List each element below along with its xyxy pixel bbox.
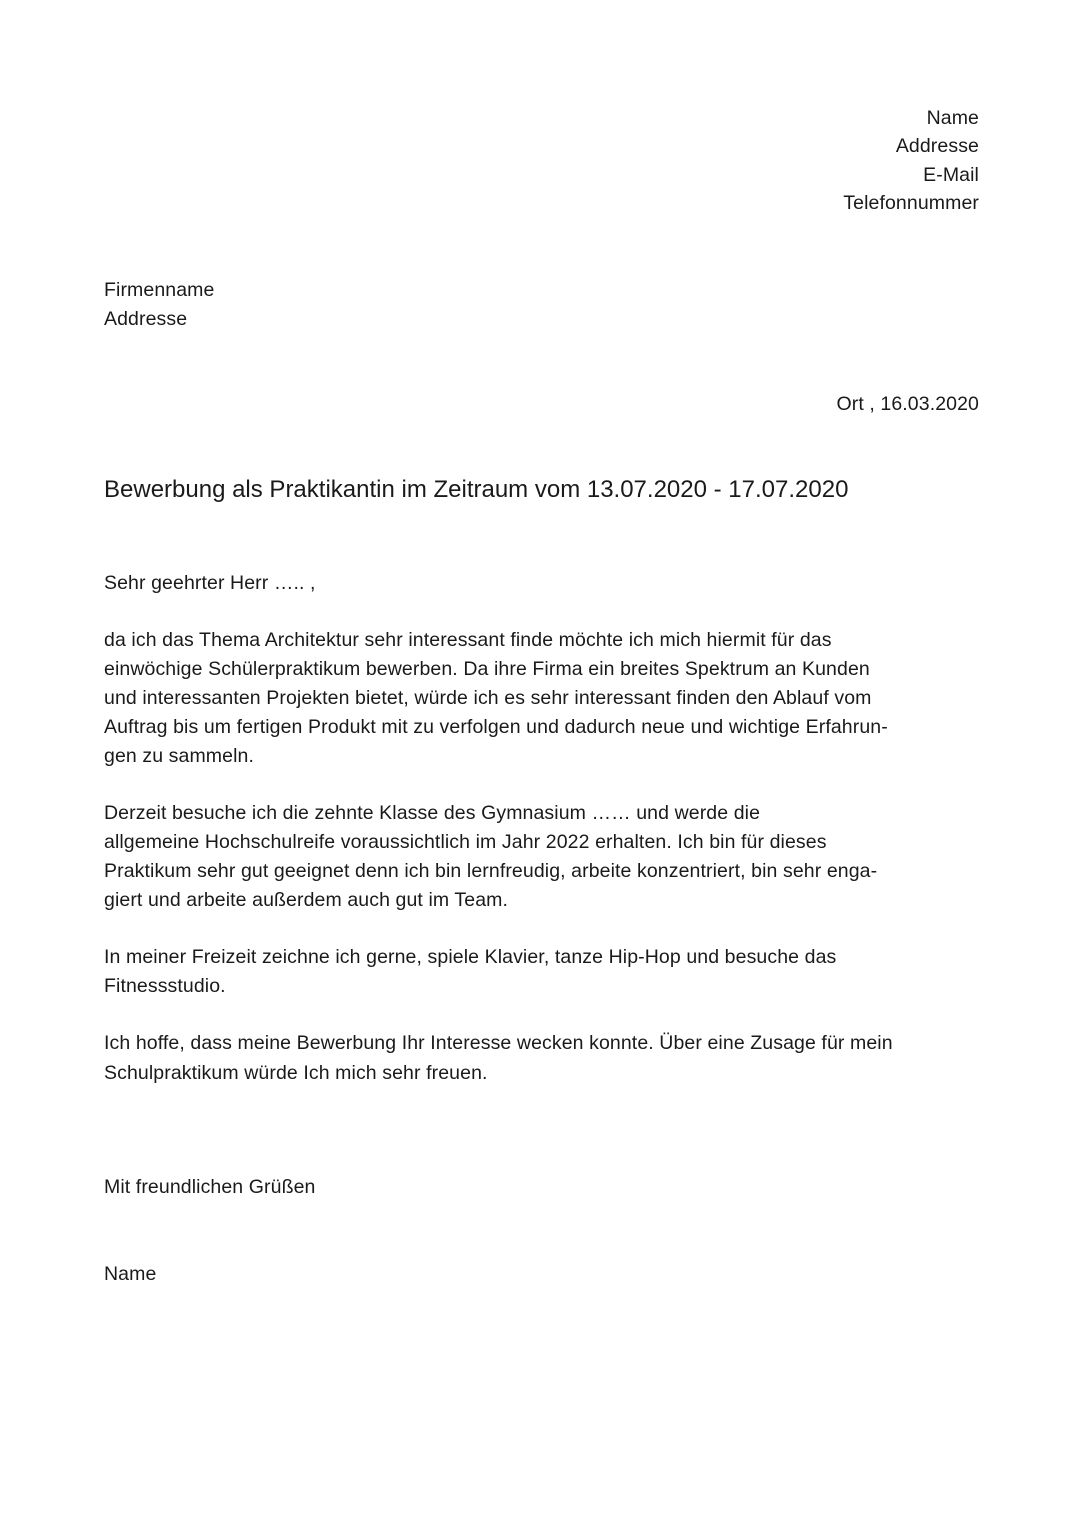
paragraph-line: und interessanten Projekten bietet, würde ich es sehr interessant finden den Ablauf vom (104, 687, 872, 709)
paragraph-line: Schulpraktikum würde Ich mich sehr freuen. (104, 1062, 488, 1084)
sender-email: E-Mail (923, 164, 979, 186)
sender-phone: Telefonnummer (843, 192, 979, 214)
paragraph-line: giert und arbeite außerdem auch gut im Team. (104, 889, 509, 911)
paragraph-line: Fitnessstudio. (104, 975, 226, 997)
sender-address: Addresse (895, 135, 979, 157)
closing: Mit freundlichen Grüßen (104, 1176, 316, 1198)
paragraph-line: allgemeine Hochschulreife voraussichtlich im Jahr 2022 erhalten. Ich bin für dieses (104, 831, 827, 853)
paragraph-line: Derzeit besuche ich die zehnte Klasse des Gymnasium …… und werde die (104, 802, 761, 824)
place-date: Ort , 16.03.2020 (836, 393, 979, 415)
salutation: Sehr geehrter Herr ….. , (104, 572, 316, 594)
recipient-company: Firmenname (104, 279, 215, 301)
letter-subject: Bewerbung als Praktikantin im Zeitraum vom 13.07.2020 - 17.07.2020 (104, 476, 849, 503)
recipient-address: Addresse (104, 308, 188, 330)
paragraph-line: Praktikum sehr gut geeignet denn ich bin lernfreudig, arbeite konzentriert, bin sehr enga- (104, 860, 878, 882)
paragraph-line: In meiner Freizeit zeichne ich gerne, spiele Klavier, tanze Hip-Hop und besuche das (104, 946, 837, 968)
paragraph-line: gen zu sammeln. (104, 745, 254, 767)
paragraph-line: da ich das Thema Architektur sehr interessant finde möchte ich mich hiermit für das (104, 629, 832, 651)
signature-name: Name (104, 1263, 157, 1285)
paragraph-line: Ich hoffe, dass meine Bewerbung Ihr Interesse wecken konnte. Über eine Zusage für mein (104, 1032, 893, 1054)
paragraph-line: einwöchige Schülerpraktikum bewerben. Da ihre Firma ein breites Spektrum an Kunden (104, 658, 870, 680)
sender-name: Name (926, 107, 979, 129)
paragraph-line: Auftrag bis um fertigen Produkt mit zu verfolgen und dadurch neue und wichtige Erfahrun- (104, 716, 888, 738)
